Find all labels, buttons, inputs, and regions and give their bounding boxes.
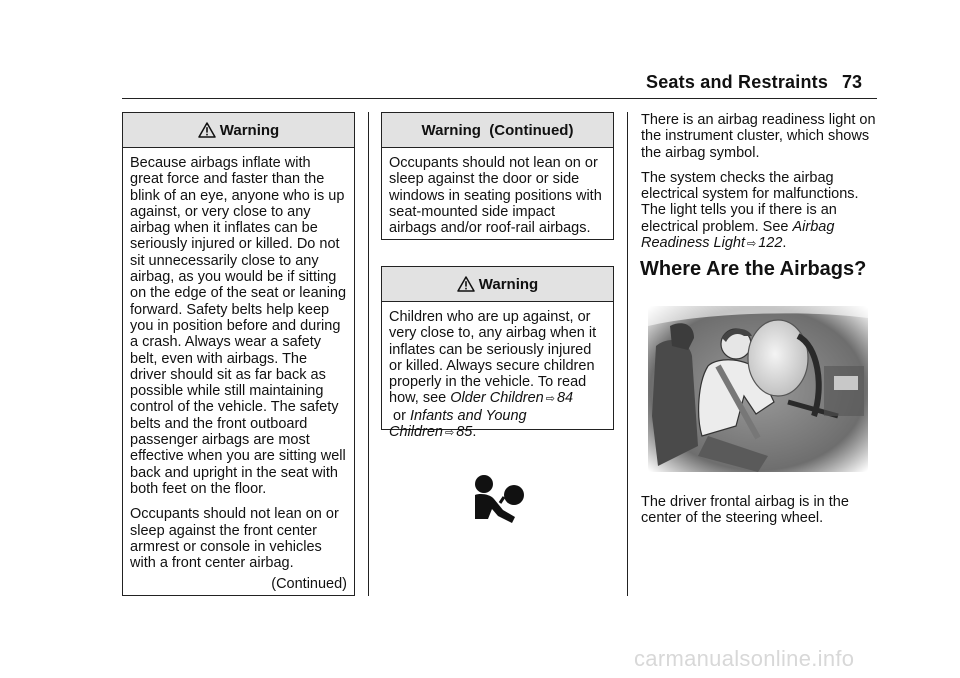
page-section-title: Seats and Restraints bbox=[646, 72, 829, 92]
warning-box-2-text-c: . bbox=[472, 424, 477, 441]
column-divider-1 bbox=[368, 112, 369, 596]
system-check-paragraph bbox=[641, 170, 877, 252]
illustration-caption bbox=[641, 494, 877, 536]
section-heading: Where Are the Airbags? bbox=[640, 258, 867, 280]
airbag-readiness-light-page[interactable]: 122 bbox=[758, 235, 783, 252]
warning-triangle-icon bbox=[198, 122, 216, 138]
infants-young-children-link[interactable]: Infants and Young Children bbox=[389, 407, 527, 441]
driver-airbag-illustration bbox=[648, 306, 868, 472]
system-check-end: . bbox=[782, 235, 787, 252]
system-check-text: The system checks the airbag electrical system for malfunctions. The light tells you if there is an electrical problem. See bbox=[641, 169, 859, 235]
header-rule bbox=[122, 98, 877, 99]
page-number: 73 bbox=[842, 72, 863, 92]
caption-text: The driver frontal airbag is in the center of the steering wheel. bbox=[641, 494, 849, 527]
continued-label: (Continued) bbox=[271, 576, 347, 593]
warning-box-2-text-a: Children who are up against, or very close to, any airbag when it inflates can be seriously injured or killed. Always secure children properly in the vehicle. To read how, see bbox=[389, 309, 597, 407]
infants-young-children-page[interactable]: 85 bbox=[456, 424, 473, 441]
warning-box-2 bbox=[381, 266, 614, 441]
right-column-text bbox=[641, 112, 877, 261]
warning-box-2-text bbox=[389, 309, 606, 441]
older-children-link[interactable]: Older Children bbox=[450, 390, 544, 407]
warning-box-1-paragraph-1: Because airbags inflate with great force and faster than the blink of an eye, anyone who is up against, or very close to any airbag when it inflates can be seriously injured or killed. Do not sit unnecessarily close to any airbag, as you would be if sitting on the edge of the seat or leaning forward. Safety belts help keep you in position before and during a crash. Always wear a safety belt, even with airbags. The driver should sit as far back as possible while still maintaining control of the vehicle. The safety belts and the front outboard passenger airbags are most effective when you are sitting well back and upright in the seat with both feet on the floor. bbox=[130, 155, 347, 497]
airbag-readiness-light-link[interactable]: Airbag Readiness Light bbox=[641, 218, 835, 252]
warning-continued-heading: Warning (Continued) bbox=[421, 121, 574, 139]
page-reference-arrow-icon: ⇨ bbox=[545, 393, 555, 406]
warning-box-2-header bbox=[382, 267, 613, 302]
page-reference-arrow-icon: ⇨ bbox=[747, 238, 757, 251]
older-children-page[interactable]: 84 bbox=[556, 390, 574, 407]
warning-box-1-header bbox=[123, 113, 354, 148]
airbag-readiness-icon bbox=[470, 473, 526, 527]
warning-box-2-text-b: or bbox=[389, 407, 410, 424]
warning-box-1-paragraph-2: Occupants should not lean on or sleep against the front center armrest or console in vehicles with a front center airbag. bbox=[130, 506, 339, 572]
warning-triangle-icon bbox=[457, 276, 475, 292]
warning-continued-box bbox=[381, 112, 614, 240]
warning-box-1-heading: Warning bbox=[219, 121, 280, 139]
warning-box-1 bbox=[122, 112, 355, 596]
warning-continued-header bbox=[382, 113, 613, 148]
warning-continued-text: Occupants should not lean on or sleep against the door or side windows in seating positions with seat-mounted side impact airbags and/or roof-rail airbags. bbox=[389, 155, 602, 237]
watermark: carmanualsonline.info bbox=[634, 646, 855, 671]
readiness-light-paragraph: There is an airbag readiness light on the instrument cluster, which shows the airbag symbol. bbox=[641, 112, 876, 161]
warning-box-2-heading: Warning bbox=[478, 275, 539, 293]
page-reference-arrow-icon: ⇨ bbox=[445, 427, 455, 440]
column-divider-2 bbox=[627, 112, 628, 596]
